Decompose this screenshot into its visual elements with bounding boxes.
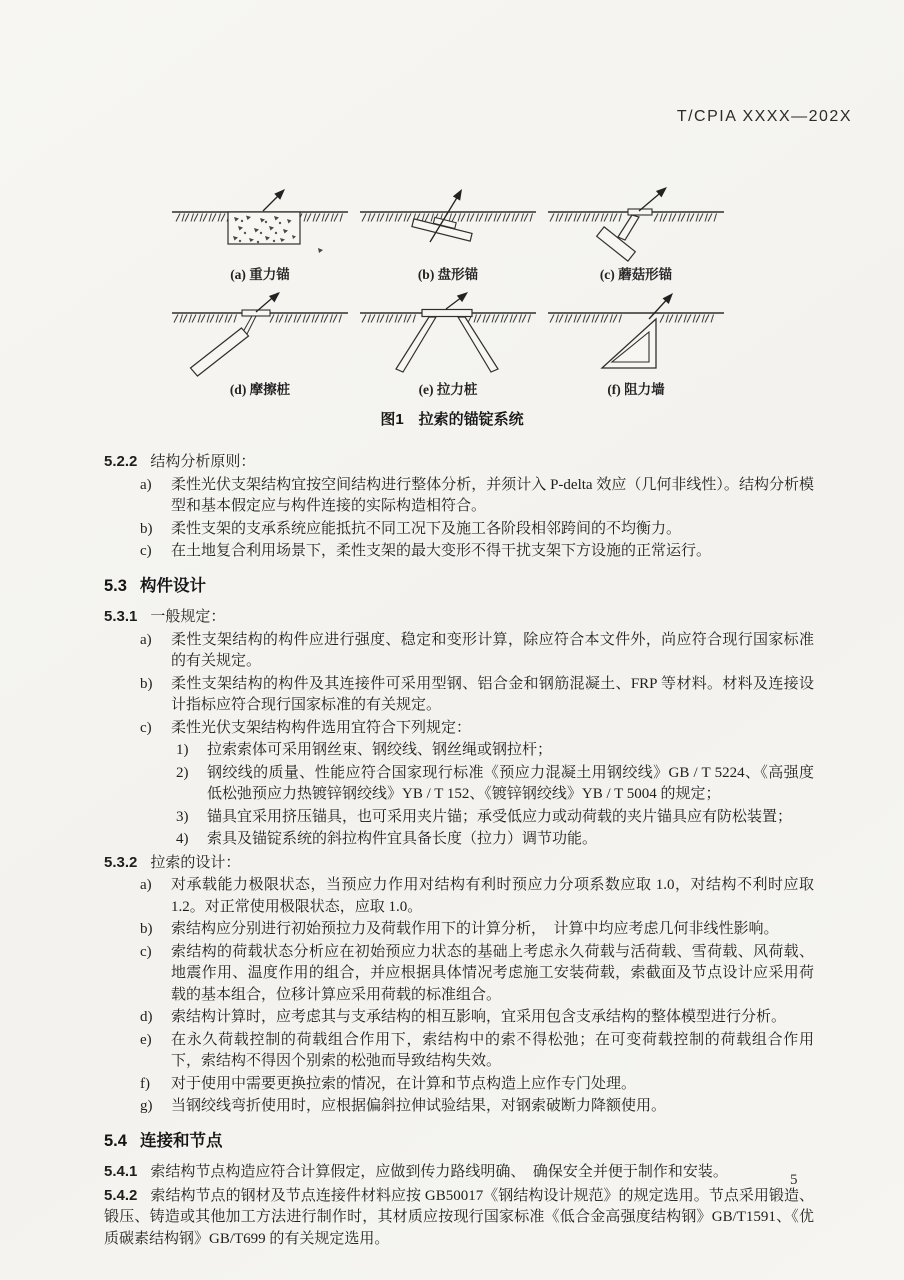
clause-number: 5.3.2 [104,853,138,871]
ground-hatch [270,315,342,323]
mushroom-anchor-diagram [546,186,726,262]
clause [104,852,814,875]
paragraph-text: 锚具宜采用挤压锚具，也可采用夹片锚；承受低应力或动荷载的夹片锚具应有防松装置； [207,808,793,825]
list-marker: 2) [176,764,189,781]
figure-cell-resistance-wall [542,291,730,398]
list-marker: c) [140,943,152,960]
paragraph-text: 构件设计 [139,576,206,595]
ground-hatch [176,214,230,222]
friction-pile-diagram [170,291,350,377]
list-marker: c) [140,543,152,559]
document-body [104,451,814,1250]
figure-cell-disc-anchor [354,186,542,283]
figure-label: (c) 蘑菇形锚 [599,267,673,282]
figure-label: (e) 拉力桩 [418,382,478,397]
list-marker: f) [140,1075,150,1092]
paragraph-text: 当钢绞线弯折使用时，应根据偏斜拉伸试验结果，对钢索破断力降额使用。 [171,1098,667,1114]
list-marker: b) [140,520,153,537]
figure-label: (d) 摩擦桩 [229,382,291,397]
paragraph-text: 柔性支架的支承系统应能抵抗不同工况下及施工各阶段相邻跨间的不均衡力。 [171,520,682,537]
list-marker: e) [140,1031,152,1048]
paragraph-text: 在永久荷载控制的荷载组合作用下，索结构中的索不得松弛；在可变荷载控制的荷载组合作用下，索结构不得因个别索的松弛而导致结构失效。 [171,1031,814,1069]
clause-number: 5.2.2 [104,453,138,470]
section-heading [104,576,814,598]
paragraph-text: 在土地复合利用场景下，柔性支架的最大变形不得干扰支架下方设施的正常运行。 [171,543,712,559]
list-item [104,630,814,673]
list-marker: b) [140,675,153,692]
list-item [104,519,814,541]
list-marker: a) [140,631,152,648]
paragraph-text: 结构分析原则： [150,454,256,470]
paragraph-text: 连接和节点 [139,1131,223,1150]
document-code: T/CPIA XXXX—202X [676,108,852,125]
paragraph-text: 一般规定： [150,609,226,625]
ground-hatch [550,214,622,222]
paragraph-text: 索结构应分别进行初始预拉力及荷载作用下的计算分析， 计算中均应考虑几何非线性影响。 [171,921,779,937]
list-marker: a) [140,476,152,493]
paragraph-text: 柔性支架结构的构件应进行强度、稳定和变形计算，除应符合本文件外，尚应符合现行国家标准的有关规定。 [171,631,814,669]
paragraph-text: 索结构节点的钢材及节点连接件材料应按 GB50017《钢结构设计规范》的规定选用。节点采用锻造、锻压、铸造或其他加工方法进行制作时，其材质应按现行国家标准《低合金高强度结构钢》GB/T1591、《优质碳素结构钢》GB/T699 的有关规定选用。 [104,1187,814,1247]
page-number: 5 [790,1172,798,1188]
disc-anchor-diagram [358,186,538,262]
resistance-wall-diagram [546,291,726,377]
ground-hatch [362,315,416,323]
list-item [104,1030,814,1073]
cable-arrow [649,291,676,319]
figure-label: (a) 重力锚 [230,267,290,282]
figure-label: (f) 阻力墙 [607,382,665,397]
figure-cell-mushroom-anchor [542,186,730,283]
sub-list-item [104,763,814,806]
paragraph-text: 索结构计算时，应考虑其与支承结构的相互影响，宜采用包含支承结构的整体模型进行分析。 [171,1009,787,1025]
cable-arrow [446,291,471,309]
disc-plate [412,213,474,242]
paragraph-text: 对于使用中需要更换拉索的情况，在计算和节点构造上应作专门处理。 [171,1075,637,1092]
figure-cell-friction-pile [166,291,354,398]
pile-leg-right [458,317,498,372]
list-marker: 1) [176,742,189,758]
list-item [104,1074,814,1096]
ground-hatch [298,214,343,222]
figure-1 [0,0,904,429]
paragraph-text: 索结构的荷载状态分析应在初始预应力状态的基础上考虑永久荷载与活荷载、雪荷载、风荷载、地震作用、温度作用的组合，并应根据具体情况考虑施工安装荷载，索截面及节点设计应采用荷载的基本组合，位移计算应采用荷载的标准组合。 [171,943,814,1003]
tension-pile-diagram [358,291,538,377]
pile-leg-left [396,317,436,372]
list-item [104,541,814,563]
wall-outer [602,319,656,368]
cable-arrow [263,186,288,211]
list-item [104,475,814,518]
clause-number: 5.3 [104,576,127,595]
clause-number: 5.4.2 [104,1186,138,1204]
sub-list-item [104,740,814,762]
clause [104,1161,814,1184]
gravity-anchor-diagram [170,186,350,262]
list-marker: c) [140,719,152,736]
clause-number: 5.3.1 [104,608,138,625]
cable-arrow [256,291,283,312]
ground-hatch [174,315,237,323]
mushroom-stem [618,215,639,240]
figure-label: (b) 盘形锚 [417,267,479,282]
paragraph-text: 索具及锚锭系统的斜拉构件宜具备长度（拉力）调节功能。 [207,831,598,847]
list-item [104,919,814,941]
list-item [104,942,814,1007]
surface-plate [242,310,270,316]
figure-grid [166,186,904,398]
clause-number: 5.4.1 [104,1163,138,1180]
sub-list-item [104,807,814,829]
list-marker: 4) [176,831,189,847]
cap-beam [422,310,472,317]
list-marker: d) [140,1009,153,1025]
paragraph-text: 钢绞线的质量、性能应符合国家现行标准《预应力混凝土用钢绞线》GB / T 5224、《高强度低松弛预应力热镀锌钢绞线》YB / T 152、《镀锌钢绞线》YB / T 5004 的规定； [207,764,814,802]
paragraph-text: 柔性光伏支架结构构件选用宜符合下列规定： [171,719,472,736]
list-marker: g) [140,1098,153,1114]
pile-body [191,328,249,376]
clause [104,451,814,474]
clause [104,606,814,629]
list-item [104,718,814,740]
clause-number: 5.4 [104,1131,127,1150]
list-marker: b) [140,921,153,937]
list-item [104,1007,814,1029]
section-heading [104,1131,814,1153]
sub-list-item [104,829,814,851]
paragraph-text: 拉索的设计： [150,854,241,871]
paragraph-text: 拉索索体可采用钢丝束、钢绞线、钢丝绳或钢拉杆； [207,742,553,758]
figure-caption: 图1 拉索的锚锭系统 [380,411,524,428]
paragraph-text: 柔性光伏支架结构宜按空间结构进行整体分析，并须计入 P-delta 效应（几何非线性）。结构分析模型和基本假定应与构件连接的实际构造相符合。 [171,476,814,514]
figure-cell-tension-pile [354,291,542,398]
clause [104,1185,814,1251]
figure-cell-gravity-anchor [166,186,354,283]
ground-hatch [468,315,531,323]
list-marker: 3) [176,808,189,825]
ground-hatch [660,315,714,323]
ground-hatch [550,315,622,323]
paragraph-text: 索结构节点构造应符合计算假定，应做到传力路线明确、 确保安全并便于制作和安装。 [150,1164,728,1180]
list-item [104,674,814,717]
list-item [104,1096,814,1118]
paragraph-text: 柔性支架结构的构件及其连接件可采用型钢、铝合金和钢筋混凝土、FRP 等材料。材料及连接设计指标应符合现行国家标准的有关规定。 [171,675,814,713]
list-item [104,875,814,918]
cable-arrow [639,186,670,211]
ground-hatch [654,214,717,222]
list-marker: a) [140,877,152,893]
paragraph-text: 对承载能力极限状态，当预应力作用对结构有利时预应力分项系数应取 1.0，对结构不利时应取 1.2。对正常使用极限状态，应取 1.0。 [171,877,814,915]
